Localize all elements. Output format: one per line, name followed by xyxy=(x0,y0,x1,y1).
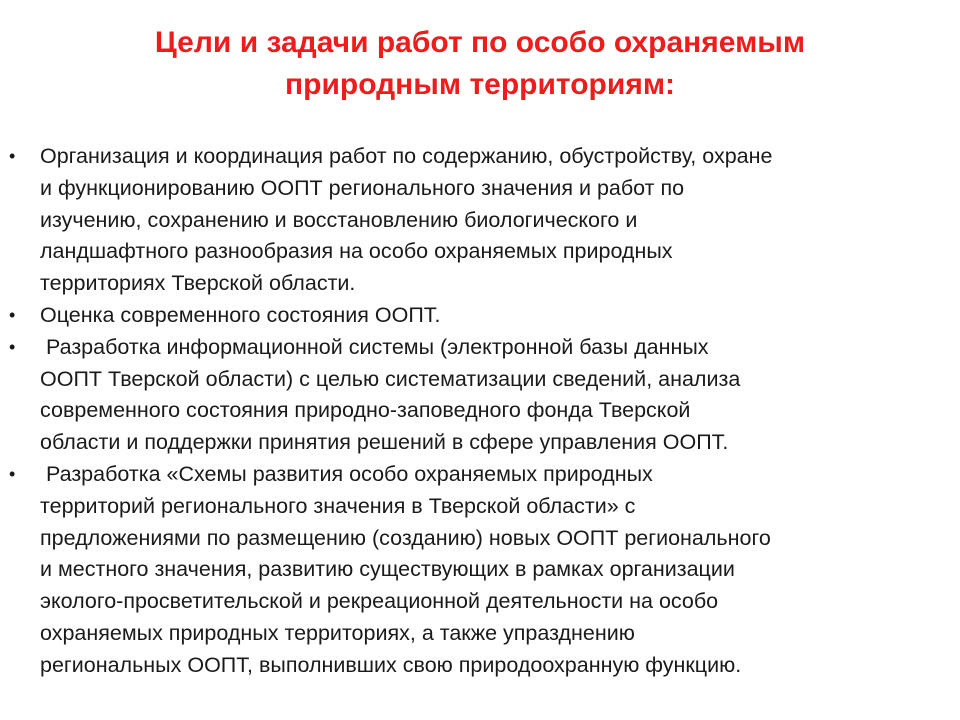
bullet-item-3 xyxy=(0,332,960,459)
bullet-item-1 xyxy=(0,141,960,300)
bullet-marker-icon: • xyxy=(9,336,16,357)
bullet-3-line-1: Разработка информационной системы (электронной базы данных xyxy=(40,334,709,359)
bullet-4-line-4: и местного значения, развитию существующих в рамках организации xyxy=(40,557,735,582)
bullet-marker-icon: • xyxy=(9,463,16,484)
bullet-4-line-3: предложениями по размещению (созданию) новых ООПТ регионального xyxy=(40,525,771,550)
bullet-1-line-4: ландшафтного разнообразия на особо охраняемых природных xyxy=(40,239,673,264)
bullet-1-line-1: Организация и координация работ по содержанию, обустройству, охране xyxy=(40,144,773,168)
bullet-item-2 xyxy=(0,300,960,332)
bullet-4-line-2: территорий регионального значения в Тверской области» с xyxy=(40,493,636,518)
bullet-1-line-5: территориях Тверской области. xyxy=(40,271,356,296)
bullet-3-line-2: ООПТ Тверской области) с целью систематизации сведений, анализа xyxy=(40,366,741,391)
bullet-3-line-3: современного состояния природно-заповедного фонда Тверской xyxy=(40,398,691,423)
bullet-1-line-2: и функционированию ООПТ регионального значения и работ по xyxy=(40,175,685,200)
bullet-4-line-7: региональных ООПТ, выполнивших свою природоохранную функцию. xyxy=(40,652,742,677)
slide-title xyxy=(40,22,920,106)
bullet-4-line-5: эколого-просветительской и рекреационной деятельности на особо xyxy=(40,589,719,614)
bullet-list xyxy=(0,141,960,682)
slide-title-line-1: Цели и задачи работ по особо охраняемым xyxy=(154,26,806,59)
bullet-marker-icon: • xyxy=(9,146,16,166)
bullet-2-line-1: Оценка современного состояния ООПТ. xyxy=(40,302,441,327)
bullet-1-line-3: изучению, сохранению и восстановлению биологического и xyxy=(40,207,638,232)
slide-title-line-2: природным территориям: xyxy=(285,68,675,101)
bullet-marker-icon: • xyxy=(9,304,16,325)
bullet-3-line-4: области и поддержки принятия решений в сфере управления ООПТ. xyxy=(40,430,729,455)
bullet-4-line-1: Разработка «Схемы развития особо охраняемых природных xyxy=(40,461,653,486)
bullet-4-line-6: охраняемых природных территориях, а также упразднению xyxy=(40,620,635,645)
bullet-item-4 xyxy=(0,459,960,682)
